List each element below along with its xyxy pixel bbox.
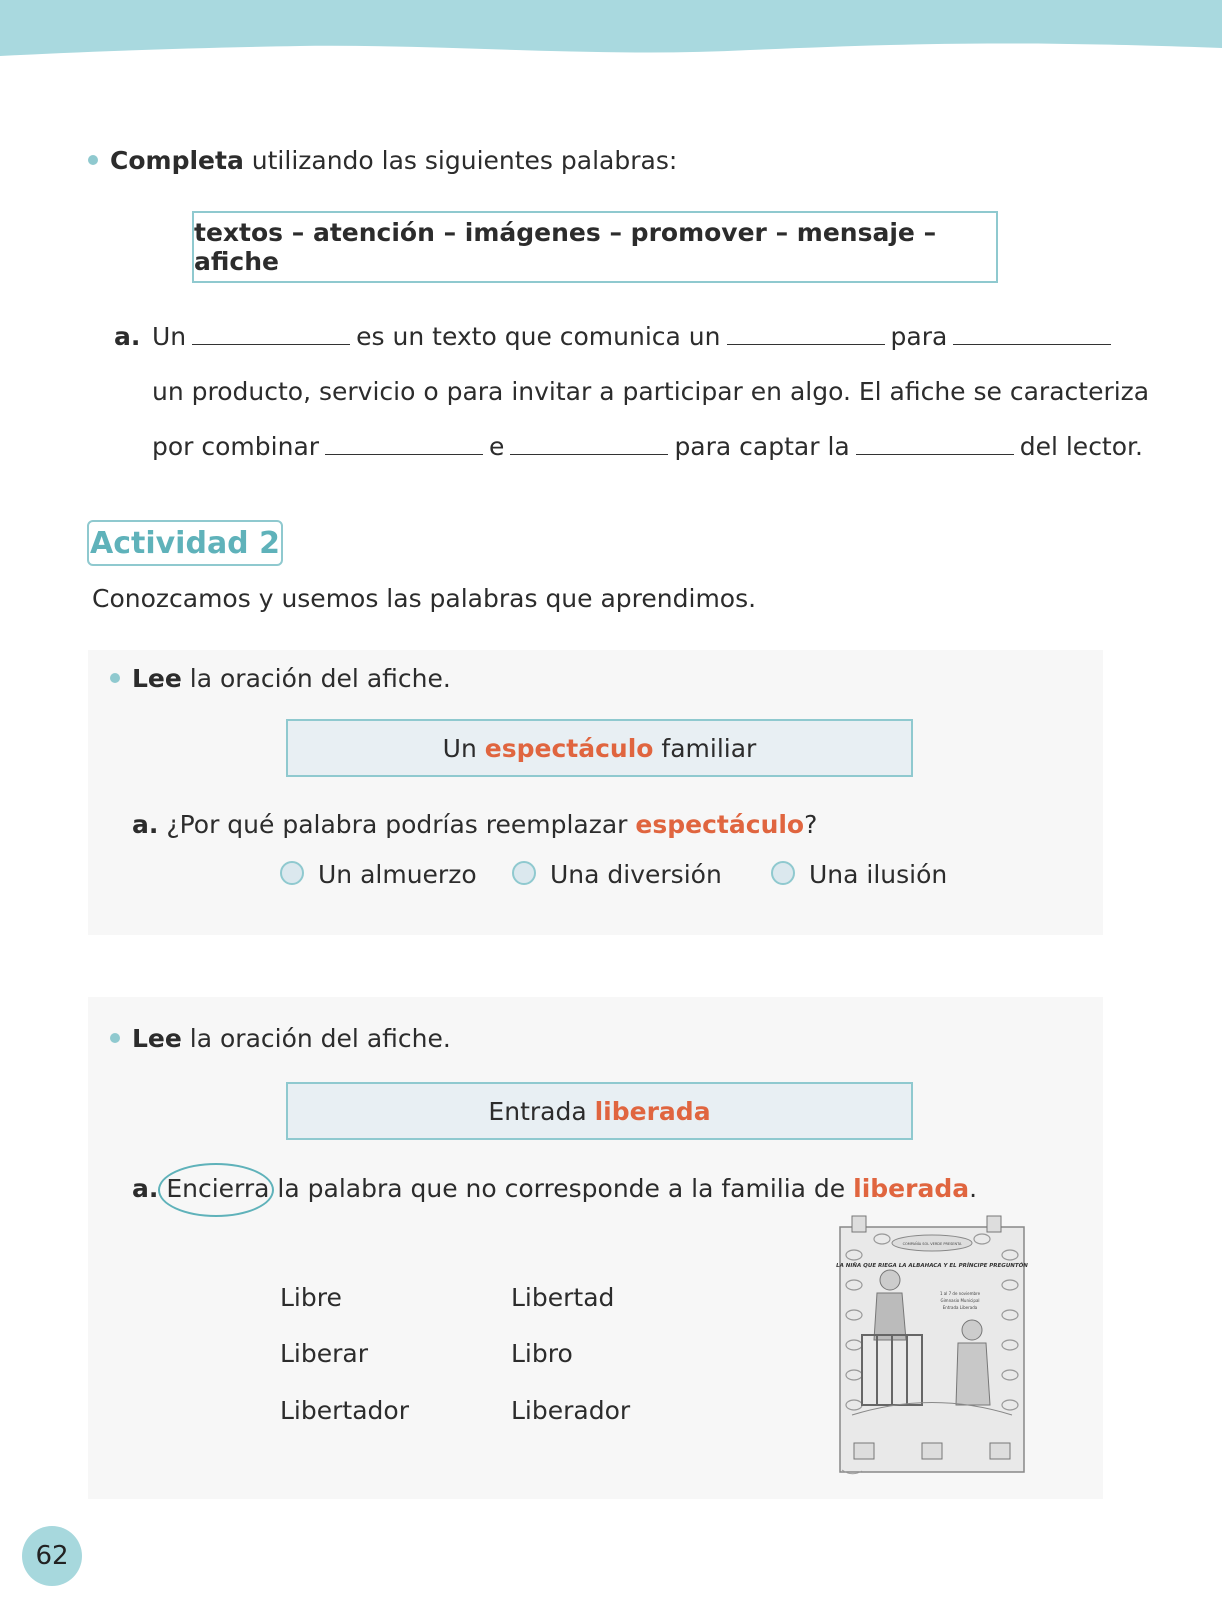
radio-button[interactable] xyxy=(771,861,795,885)
activity-intro: Conozcamos y usemos las palabras que aprendimos. xyxy=(92,584,757,613)
fill-line-2: un producto, servicio o para invitar a participar en algo. El afiche se caracteriza xyxy=(152,377,1150,406)
blank-field[interactable] xyxy=(192,343,350,345)
panel2-question: a. Encierra la palabra que no corresponde a la familia de liberada. xyxy=(132,1174,978,1203)
poster-dates: 1 al 7 de noviembre xyxy=(939,1291,981,1296)
word-libro[interactable]: Libro xyxy=(511,1339,573,1368)
option-un-almuerzo[interactable]: Un almuerzo xyxy=(280,860,477,889)
option-una-diversion[interactable]: Una diversión xyxy=(512,860,722,889)
bullet-icon xyxy=(110,1033,120,1043)
word-bank-box xyxy=(192,211,998,283)
bullet-icon xyxy=(88,155,98,165)
option-una-ilusion[interactable]: Una ilusión xyxy=(771,860,947,889)
fill-line-3: por combinar e para captar la del lector. xyxy=(152,432,1143,461)
word-libertador[interactable]: Libertador xyxy=(280,1396,409,1425)
panel2-instruction: Lee la oración del afiche. xyxy=(110,1024,451,1053)
word-liberar[interactable]: Liberar xyxy=(280,1339,369,1368)
blank-field[interactable] xyxy=(953,343,1111,345)
completa-instruction: Completa utilizando las siguientes palabras: xyxy=(88,146,677,175)
item-a-line1: a. xyxy=(114,322,141,351)
blank-field[interactable] xyxy=(510,453,668,455)
word-liberador[interactable]: Liberador xyxy=(511,1396,631,1425)
top-wave-banner xyxy=(0,0,1222,70)
poster-entry: Entrada Liberada xyxy=(942,1305,978,1310)
poster-header: COMPAÑÍA SOL VERDE PRESENTA xyxy=(902,1242,962,1246)
blank-field[interactable] xyxy=(727,343,885,345)
word-libertad[interactable]: Libertad xyxy=(511,1283,615,1312)
page-number: 62 xyxy=(22,1526,82,1586)
word-bank: textos – atención – imágenes – promover – mensaje – afiche xyxy=(194,218,937,276)
poster-sentence-box-1: Un espectáculo familiar xyxy=(286,719,913,777)
blank-field[interactable] xyxy=(325,453,483,455)
radio-button[interactable] xyxy=(512,861,536,885)
radio-button[interactable] xyxy=(280,861,304,885)
poster-title: LA NIÑA QUE RIEGA LA ALBAHACA Y EL PRÍNCIPE PREGUNTÓN xyxy=(836,1263,1028,1269)
poster-illustration xyxy=(832,1215,1032,1480)
activity-title-tab: Actividad 2 xyxy=(87,520,283,566)
blank-field[interactable] xyxy=(856,453,1014,455)
fill-line-1: Un es un texto que comunica un para xyxy=(152,322,1117,351)
word-libre[interactable]: Libre xyxy=(280,1283,342,1312)
panel1-instruction: Lee la oración del afiche. xyxy=(110,664,451,693)
poster-sentence-box-2: Entrada liberada xyxy=(286,1082,913,1140)
poster-venue: Gimnasio Municipal xyxy=(940,1298,980,1303)
panel1-question: a. ¿Por qué palabra podrías reemplazar espectáculo? xyxy=(132,810,818,839)
bullet-icon xyxy=(110,673,120,683)
